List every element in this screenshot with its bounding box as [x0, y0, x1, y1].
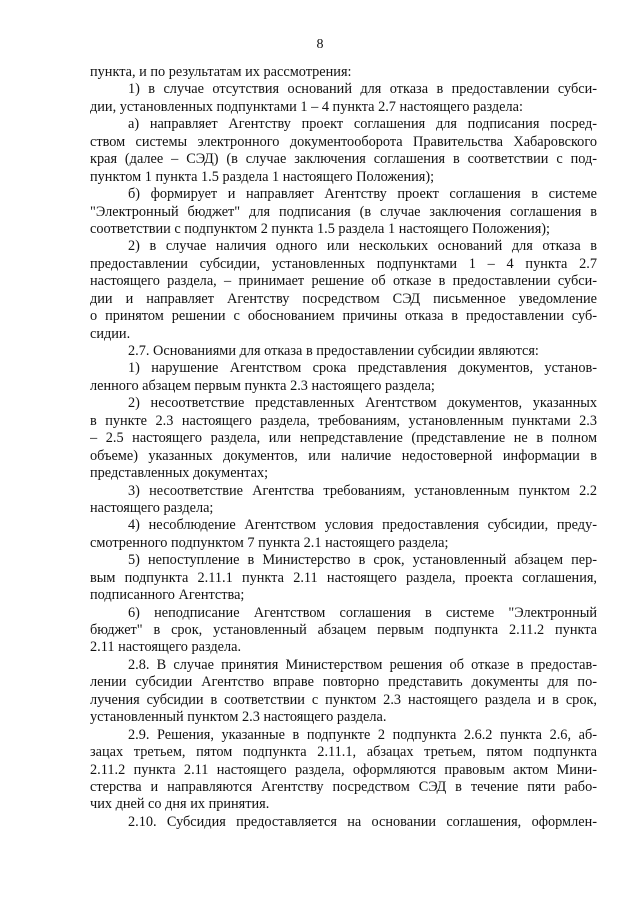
document-body	[90, 64, 597, 831]
text-line: 1) в случае отсутствия оснований для отказа в предоставлении субси-	[128, 81, 597, 98]
text-line: ленного абзацем первым пункта 2.3 настоящего раздела;	[90, 377, 435, 394]
text-line: лении субсидии Агентство вправе повторно представить документы для по-	[90, 674, 597, 691]
text-line: в пункте 2.3 настоящего раздела, требованиям, установленным пунктами 2.3	[90, 412, 597, 429]
text-line: 6) неподписание Агентством соглашения в системе "Электронный	[128, 604, 597, 621]
text-line: 3) несоответствие Агентства требованиям, установленным пунктом 2.2	[128, 482, 597, 499]
text-line: представленных документах;	[90, 465, 269, 482]
text-line: пунктом 1 пункта 1.5 раздела 1 настоящего Положения);	[90, 168, 435, 185]
text-line: ством системы электронного документооборота Правительства Хабаровского	[90, 133, 597, 150]
text-line: – 2.5 настоящего раздела, или непредставление (представление не в полном	[90, 430, 597, 447]
text-line: края (далее – СЭД) (в случае заключения соглашения в соответствии с под-	[90, 151, 597, 168]
text-line: настоящего раздела, – принимает решение об отказе в предоставлении субси-	[90, 273, 597, 290]
text-line: чих дней со дня их принятия.	[90, 796, 270, 813]
text-line: сидии.	[90, 325, 131, 342]
text-line: соответствии с подпунктом 2 пункта 1.5 раздела 1 настоящего Положения);	[90, 220, 550, 237]
text-line: пункта, и по результатам их рассмотрения:	[90, 64, 352, 80]
text-line: "Электронный бюджет" для подписания (в случае заключения соглашения в	[90, 203, 597, 220]
text-line: смотренного подпунктом 7 пункта 2.1 настоящего раздела;	[90, 534, 449, 551]
text-line: 5) непоступление в Министерство в срок, установленный абзацем пер-	[128, 552, 597, 569]
text-line: вым подпункта 2.11.1 пункта 2.11 настоящего раздела, проекта соглашения,	[90, 569, 597, 586]
text-line: стерства и направляются Агентству посредством СЭД в течение пяти рабо-	[90, 778, 597, 795]
text-line: 2.10. Субсидия предоставляется на основании соглашения, оформлен-	[128, 813, 597, 830]
text-line: о принятом решении с обоснованием причины отказа в предоставлении суб-	[90, 308, 597, 325]
text-line: лучения субсидии в соответствии с пунктом 2.3 настоящего раздела и в срок,	[90, 691, 597, 708]
text-line: 2.11.2 пункта 2.11 настоящего раздела, оформляются правовым актом Мини-	[90, 761, 597, 778]
text-line: 2) в случае наличия одного или нескольких оснований для отказа в	[128, 238, 597, 255]
page-number: 8	[316, 37, 324, 52]
text-line: 2.9. Решения, указанные в подпункте 2 подпункта 2.6.2 пункта 2.6, аб-	[128, 726, 597, 743]
text-line: предоставлении субсидии, установленных подпунктами 1 – 4 пункта 2.7	[90, 255, 597, 272]
text-line: 2) несоответствие представленных Агентством документов, указанных	[128, 395, 597, 412]
text-line: 4) несоблюдение Агентством условия предоставления субсидии, преду-	[128, 517, 597, 534]
text-line: 2.7. Основаниями для отказа в предоставлении субсидии являются:	[128, 343, 539, 359]
text-line: 1) нарушение Агентством срока представления документов, установ-	[128, 360, 597, 377]
text-line: настоящего раздела;	[90, 499, 214, 516]
text-line: 2.8. В случае принятия Министерством решения об отказе в предостав-	[128, 656, 597, 673]
text-line: б) формирует и направляет Агентству проект соглашения в системе	[128, 186, 597, 203]
text-line: дии, установленных подпунктами 1 – 4 пункта 2.7 настоящего раздела:	[90, 98, 523, 115]
text-line: подписанного Агентства;	[90, 587, 245, 604]
text-line: а) направляет Агентству проект соглашения для подписания посред-	[128, 116, 597, 133]
text-line: бюджет" в срок, установленный абзацем первым подпункта 2.11.2 пункта	[90, 622, 597, 638]
text-line: 2.11 настоящего раздела.	[90, 639, 242, 656]
text-line: зацах третьем, пятом подпункта 2.11.1, абзацах третьем, пятом подпункта	[90, 744, 597, 761]
text-line: дии и направляет Агентству посредством СЭД письменное уведомление	[90, 290, 597, 307]
text-line: установленный пунктом 2.3 настоящего раздела.	[90, 709, 387, 726]
text-line: объеме) указанных документов, или наличие недостоверной информации в	[90, 447, 597, 464]
